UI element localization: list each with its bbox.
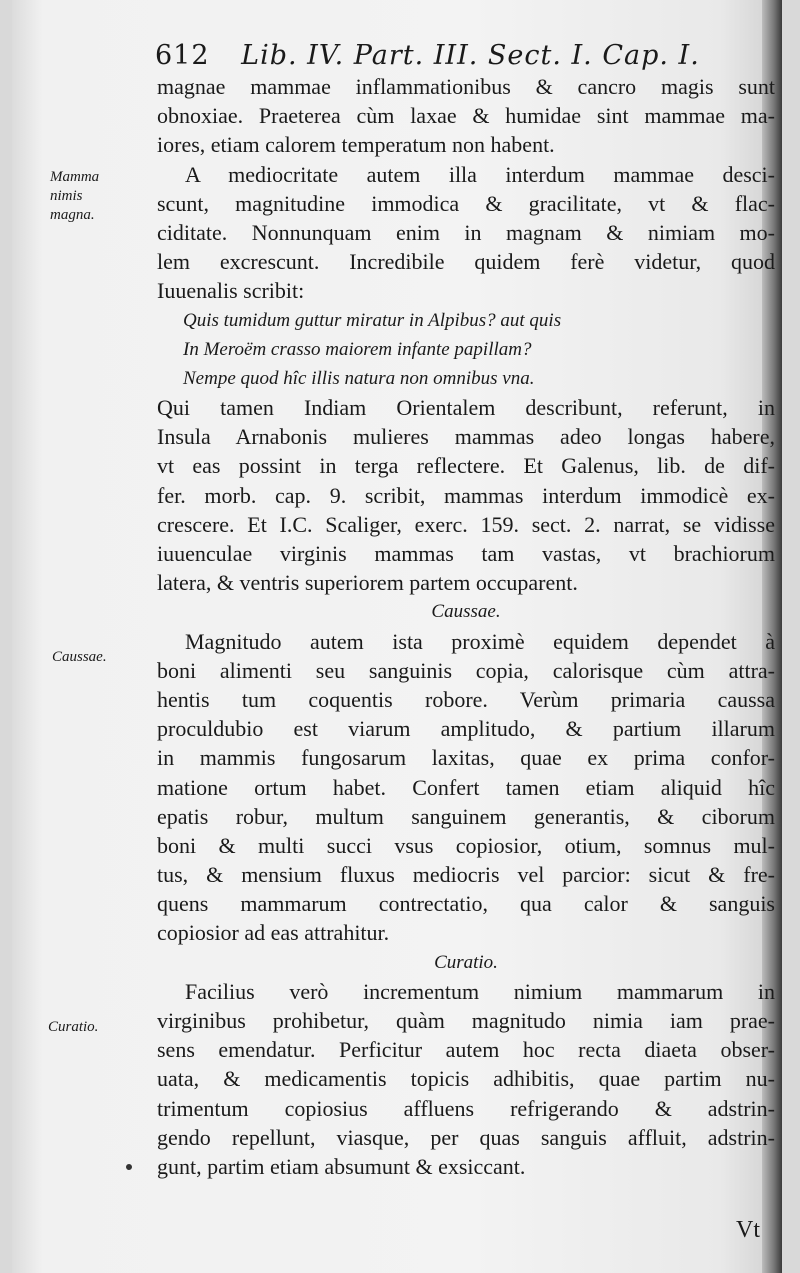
text-line: Iuuenalis scribit: <box>157 278 305 304</box>
text-line: iores, etiam calorem temperatum non habent. <box>157 132 555 158</box>
text-line: lem excrescunt. Incredibile quidem ferè videtur, quod <box>157 249 775 275</box>
text-line: virginibus prohibetur, quàm magnitudo nimia iam prae- <box>157 1008 775 1033</box>
text-line: matione ortum habet. Confert tamen etiam aliquid hîc <box>157 774 775 800</box>
text-line: A mediocritate autem illa interdum mammae desci- <box>185 161 775 187</box>
text-line: crescere. Et I.C. Scaliger, exerc. 159. sect. 2. narrat, se vidisse <box>157 511 775 537</box>
text-line: in mammis fungosarum laxitas, quae ex prima confor- <box>157 745 775 771</box>
text-line: Magnitudo autem ista proximè equidem dependet à <box>185 628 775 654</box>
margin-note-mamma-nimis-magna <box>50 168 99 225</box>
margin-note-caussae: Caussae. <box>52 649 107 665</box>
text-line: gunt, partim etiam absumunt & exsiccant. <box>157 1153 526 1179</box>
text-line: latera, & ventris superiorem partem occuparent. <box>157 570 578 596</box>
running-header <box>155 40 700 71</box>
verse-line: Nempe quod hîc illis natura non omnibus vna. <box>183 367 535 389</box>
text-line: copiosior ad eas attrahitur. <box>157 920 390 946</box>
ink-dot <box>126 1164 132 1170</box>
book-page <box>12 0 782 1273</box>
text-line: fer. morb. cap. 9. scribit, mammas interdum immodicè ex- <box>157 482 775 508</box>
text-line: sens emendatur. Perficitur autem hoc recta diaeta obser- <box>157 1037 775 1063</box>
text-line: vt eas possint in terga reflectere. Et Galenus, lib. de dif- <box>157 453 775 479</box>
text-line: scunt, magnitudine immodica & gracilitate, vt & flac- <box>157 190 775 216</box>
text-line: boni alimenti seu sanguinis copia, calorisque cùm attra- <box>157 657 775 683</box>
text-line: Qui tamen Indiam Orientalem describunt, referunt, in <box>157 395 775 421</box>
section-heading-caussae: Caussae. <box>431 601 501 623</box>
text-line: hentis tum coquentis robore. Verùm primaria caussa <box>157 686 775 712</box>
text-line: iuuenculae virginis mammas tam vastas, vt brachiorum <box>157 541 775 566</box>
text-line: epatis robur, multum sanguinem generantis, & ciborum <box>157 803 775 829</box>
text-line: Facilius verò incrementum nimium mammarum in <box>185 978 775 1004</box>
text-line: ciditate. Nonnunquam enim in magnam & nimiam mo- <box>157 219 775 245</box>
margin-note-line: Mamma <box>50 169 100 185</box>
verse-line: In Meroëm crasso maiorem infante papillam? <box>183 338 532 360</box>
text-line: magnae mammae inflammationibus & cancro magis sunt <box>157 74 775 99</box>
text-line: obnoxiae. Praeterea cùm laxae & humidae sint mammae ma- <box>157 103 775 129</box>
text-line: uata, & medicamentis topicis adhibitis, quae partim nu- <box>157 1066 775 1092</box>
verse-line: Quis tumidum guttur miratur in Alpibus? aut quis <box>183 309 562 331</box>
text-line: tus, & mensium fluxus mediocris vel parcior: sicut & fre- <box>157 862 775 888</box>
margin-note-line: nimis <box>50 188 83 204</box>
page-number: 612 <box>155 40 210 71</box>
text-line: boni & multi succi vsus copiosior, otium, somnus mul- <box>157 832 775 858</box>
section-heading-curatio: Curatio. <box>434 951 498 973</box>
text-line: gendo repellunt, viasque, per quas sanguis affluit, adstrin- <box>157 1124 775 1150</box>
body-text <box>157 72 775 1181</box>
running-title: Lib. IV. Part. III. Sect. I. Cap. I. <box>241 40 700 71</box>
text-line: Insula Arnabonis mulieres mammas adeo longas habere, <box>157 424 775 450</box>
text-line: trimentum copiosius affluens refrigerando & adstrin- <box>157 1095 775 1121</box>
margin-note-curatio: Curatio. <box>48 1019 99 1035</box>
margin-note-line: magna. <box>50 207 95 223</box>
text-line: proculdubio est viarum amplitudo, & partium illarum <box>157 716 775 742</box>
catchword: Vt <box>736 1217 760 1243</box>
text-line: quens mammarum contrectatio, qua calor & sanguis <box>157 891 775 917</box>
